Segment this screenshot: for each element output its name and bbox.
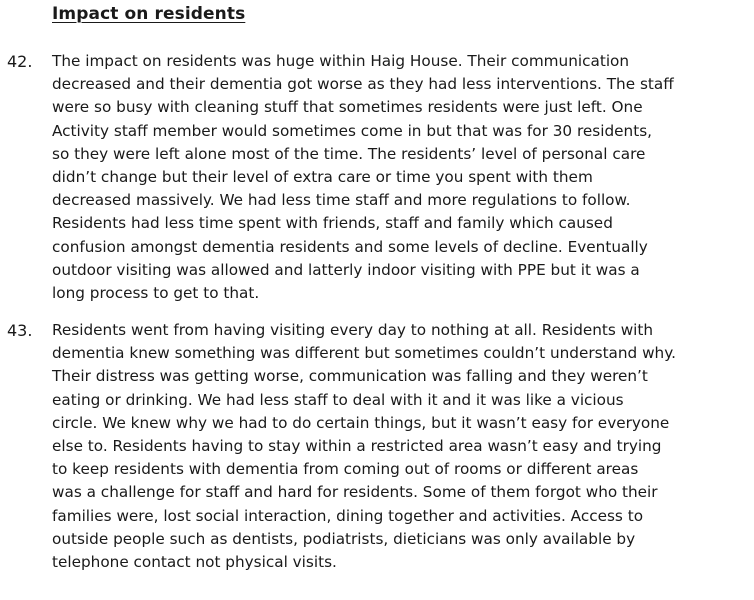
text-line: so they were left alone most of the time. The residents’ level of personal care: [52, 144, 646, 163]
text-line: families were, lost social interaction, dining together and activities. Access to: [52, 506, 644, 525]
text-line: were so busy with cleaning stuff that sometimes residents were just left. One: [52, 98, 643, 117]
text-line: long process to get to that.: [52, 284, 260, 303]
text-line: else to. Residents having to stay within a restricted area wasn’t easy and trying: [52, 437, 662, 456]
text-line: The impact on residents was huge within Haig House. Their communication: [52, 52, 630, 70]
text-line: Activity staff member would sometimes come in but that was for 30 residents,: [52, 121, 652, 140]
paragraph-number: 43.: [7, 321, 33, 340]
text-line: dementia knew something was different but sometimes couldn’t understand why.: [52, 344, 676, 363]
paragraph-body: [52, 50, 752, 305]
text-line: didn’t change but their level of extra care or time you spent with them: [52, 168, 593, 187]
text-line: Residents had less time spent with friends, staff and family which caused: [52, 214, 613, 233]
paragraph-number: 42.: [7, 52, 33, 71]
text-line: outdoor visiting was allowed and latterly indoor visiting with PPE but it was a: [52, 260, 640, 279]
text-line: to keep residents with dementia from coming out of rooms or different areas: [52, 460, 639, 479]
text-line: Their distress was getting worse, communication was falling and they weren’t: [52, 367, 648, 386]
text-line: decreased and their dementia got worse as they had less interventions. The staff: [52, 75, 674, 94]
paragraph-body: [52, 319, 752, 574]
text-line: telephone contact not physical visits.: [52, 553, 337, 572]
text-line: eating or drinking. We had less staff to deal with it and it was like a vicious: [52, 390, 624, 409]
text-line: Residents went from having visiting every day to nothing at all. Residents with: [52, 321, 654, 339]
text-line: decreased massively. We had less time staff and more regulations to follow.: [52, 191, 631, 210]
section-heading: Impact on residents: [52, 4, 246, 24]
text-line: circle. We knew why we had to do certain things, but it wasn’t easy for everyone: [52, 413, 670, 432]
text-line: confusion amongst dementia residents and some levels of decline. Eventually: [52, 237, 648, 256]
text-line: outside people such as dentists, podiatrists, dieticians was only available by: [52, 529, 636, 548]
text-line: was a challenge for staff and hard for residents. Some of them forgot who their: [52, 483, 658, 502]
